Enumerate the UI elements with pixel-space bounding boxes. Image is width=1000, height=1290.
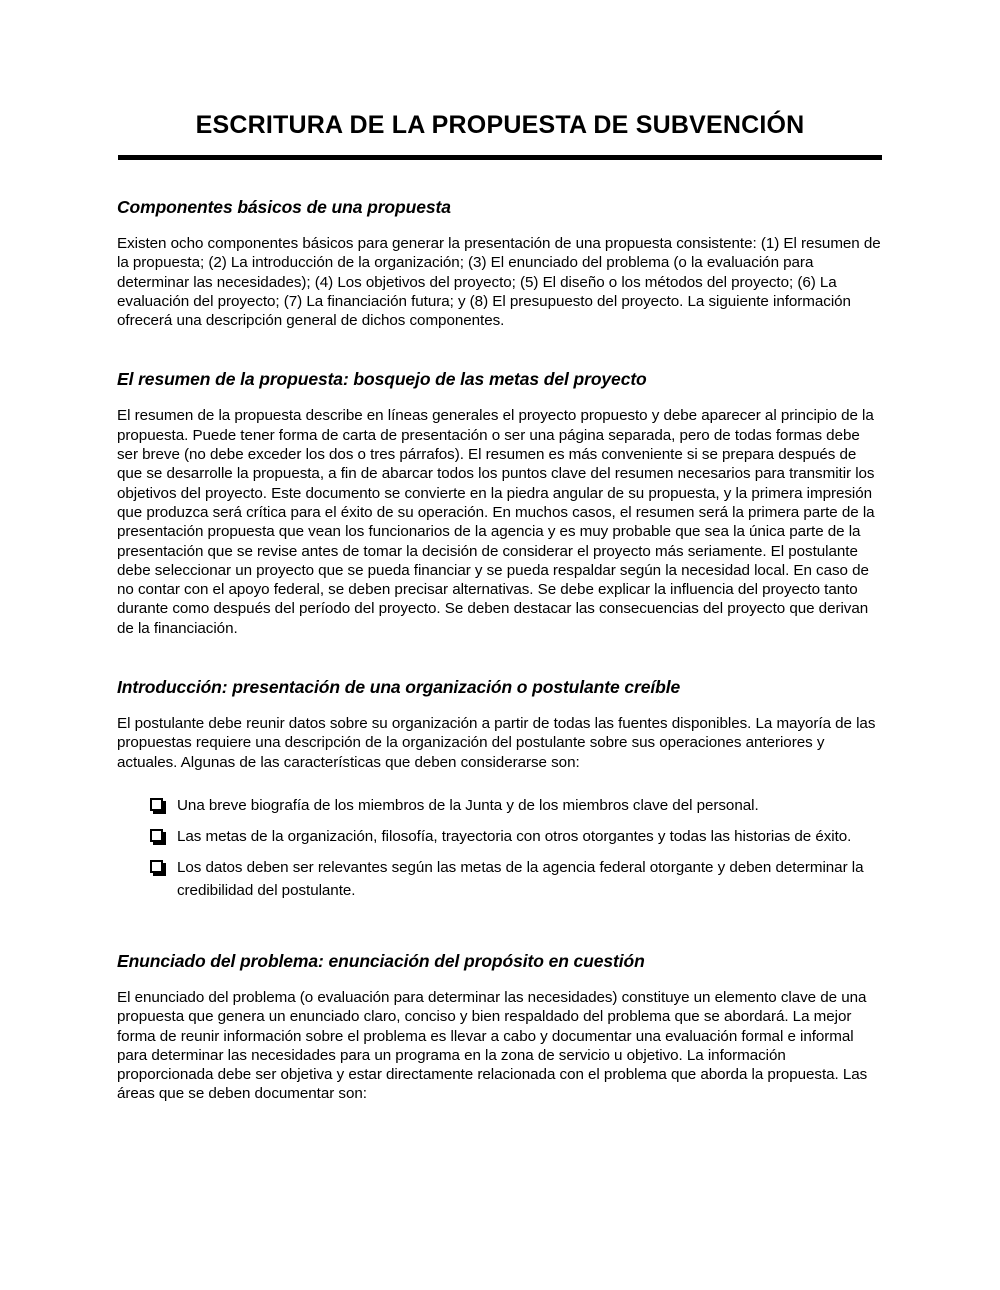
section-componentes-basicos [117,196,883,330]
section-paragraph: El postulante debe reunir datos sobre su organización a partir de todas las fuentes disponibles. La mayoría de las propuestas requiere una descripción de la organización del postulante sobre sus operaciones anteriores y actuales. Algunas de las características que deben considerarse son: [117,715,876,771]
section-paragraph: El enunciado del problema (o evaluación para determinar las necesidades) constituye un elemento clave de una propuesta que genera un enunciado claro, conciso y bien respaldado del problema que se abordará. La mejor forma de reunir información sobre el problema es llevar a cabo y documentar una evaluación formal e informal para determinar las necesidades para un programa en la zona de servicio u objetivo. La información proporcionada debe ser objetiva y estar directamente relacionada con el problema que aborda la propuesta. Las áreas que se deben documentar son: [117,988,868,1103]
list-spacer [117,772,883,794]
characteristics-list [117,794,883,902]
section-introduccion [117,676,883,902]
list-item [117,794,883,817]
section-heading: Enunciado del problema: enunciación del propósito en cuestión [117,950,645,971]
section-heading: Introducción: presentación de una organización o postulante creíble [117,677,681,698]
section-spacer [117,902,883,950]
list-item-label: Las metas de la organización, filosofía, trayectoria con otros otorgantes y todas las historias de éxito. [177,827,852,845]
section-paragraph: Existen ocho componentes básicos para generar la presentación de una propuesta consistente: (1) El resumen de la propuesta; (2) La introducción de la organización; (3) El enunciado del problema (o la evaluación para determinar las necesidades); (4) Los objetivos del proyecto; (5) El diseño o los métodos del proyecto; (6) La evaluación del proyecto; (7) La financiación futura; y (8) El presupuesto del proyecto. La siguiente información ofrecerá una descripción general de dichos componentes. [117,235,881,330]
checkbox-square-icon [150,860,163,873]
page-title: ESCRITURA DE LA PROPUESTA DE SUBVENCIÓN [195,111,805,139]
section-heading: El resumen de la propuesta: bosquejo de las metas del proyecto [117,369,647,390]
checkbox-square-icon [150,798,163,811]
list-item-label: Los datos deben ser relevantes según las metas de la agencia federal otorgante y deben determinar la credibilidad del postulante. [177,858,864,899]
list-item [117,856,883,902]
section-enunciado-problema [117,950,883,1104]
section-spacer [117,638,883,676]
document-body [117,196,883,1104]
title-divider [118,155,882,160]
list-item-label: Una breve biografía de los miembros de la Junta y de los miembros clave del personal. [177,796,759,814]
checkbox-square-icon [150,829,163,842]
list-item [117,825,883,848]
section-paragraph: El resumen de la propuesta describe en líneas generales el proyecto propuesto y debe aparecer al principio de la propuesta. Puede tener forma de carta de presentación o ser una página separada, pero de todas formas debe ser breve (no debe exceder los dos o tres párrafos). El resumen es más conveniente si se prepara después de que se desarrolle la propuesta, a fin de abarcar todos los puntos clave del resumen necesarios para transmitir los objetivos del proyecto. Este documento se convierte en la piedra angular de su propuesta, y la primera impresión que produzca será crítica para el éxito de su operación. En muchos casos, el resumen será la primera parte de la presentación propuesta que vean los funcionarios de la agencia y es muy probable que sea la única parte de la presentación que se revise antes de tomar la decisión de considerar el proyecto más seriamente. El postulante debe seleccionar un proyecto que se pueda financiar y se pueda respaldar según la necesidad local. En caso de no contar con el apoyo federal, se deben precisar alternativas. Se debe explicar la influencia del proyecto tanto durante como después del período del proyecto. Se deben destacar las consecuencias del proyecto que derivan de la financiación. [117,407,875,637]
section-heading: Componentes básicos de una propuesta [117,197,451,217]
section-spacer [117,330,883,368]
section-resumen-propuesta [117,368,883,638]
